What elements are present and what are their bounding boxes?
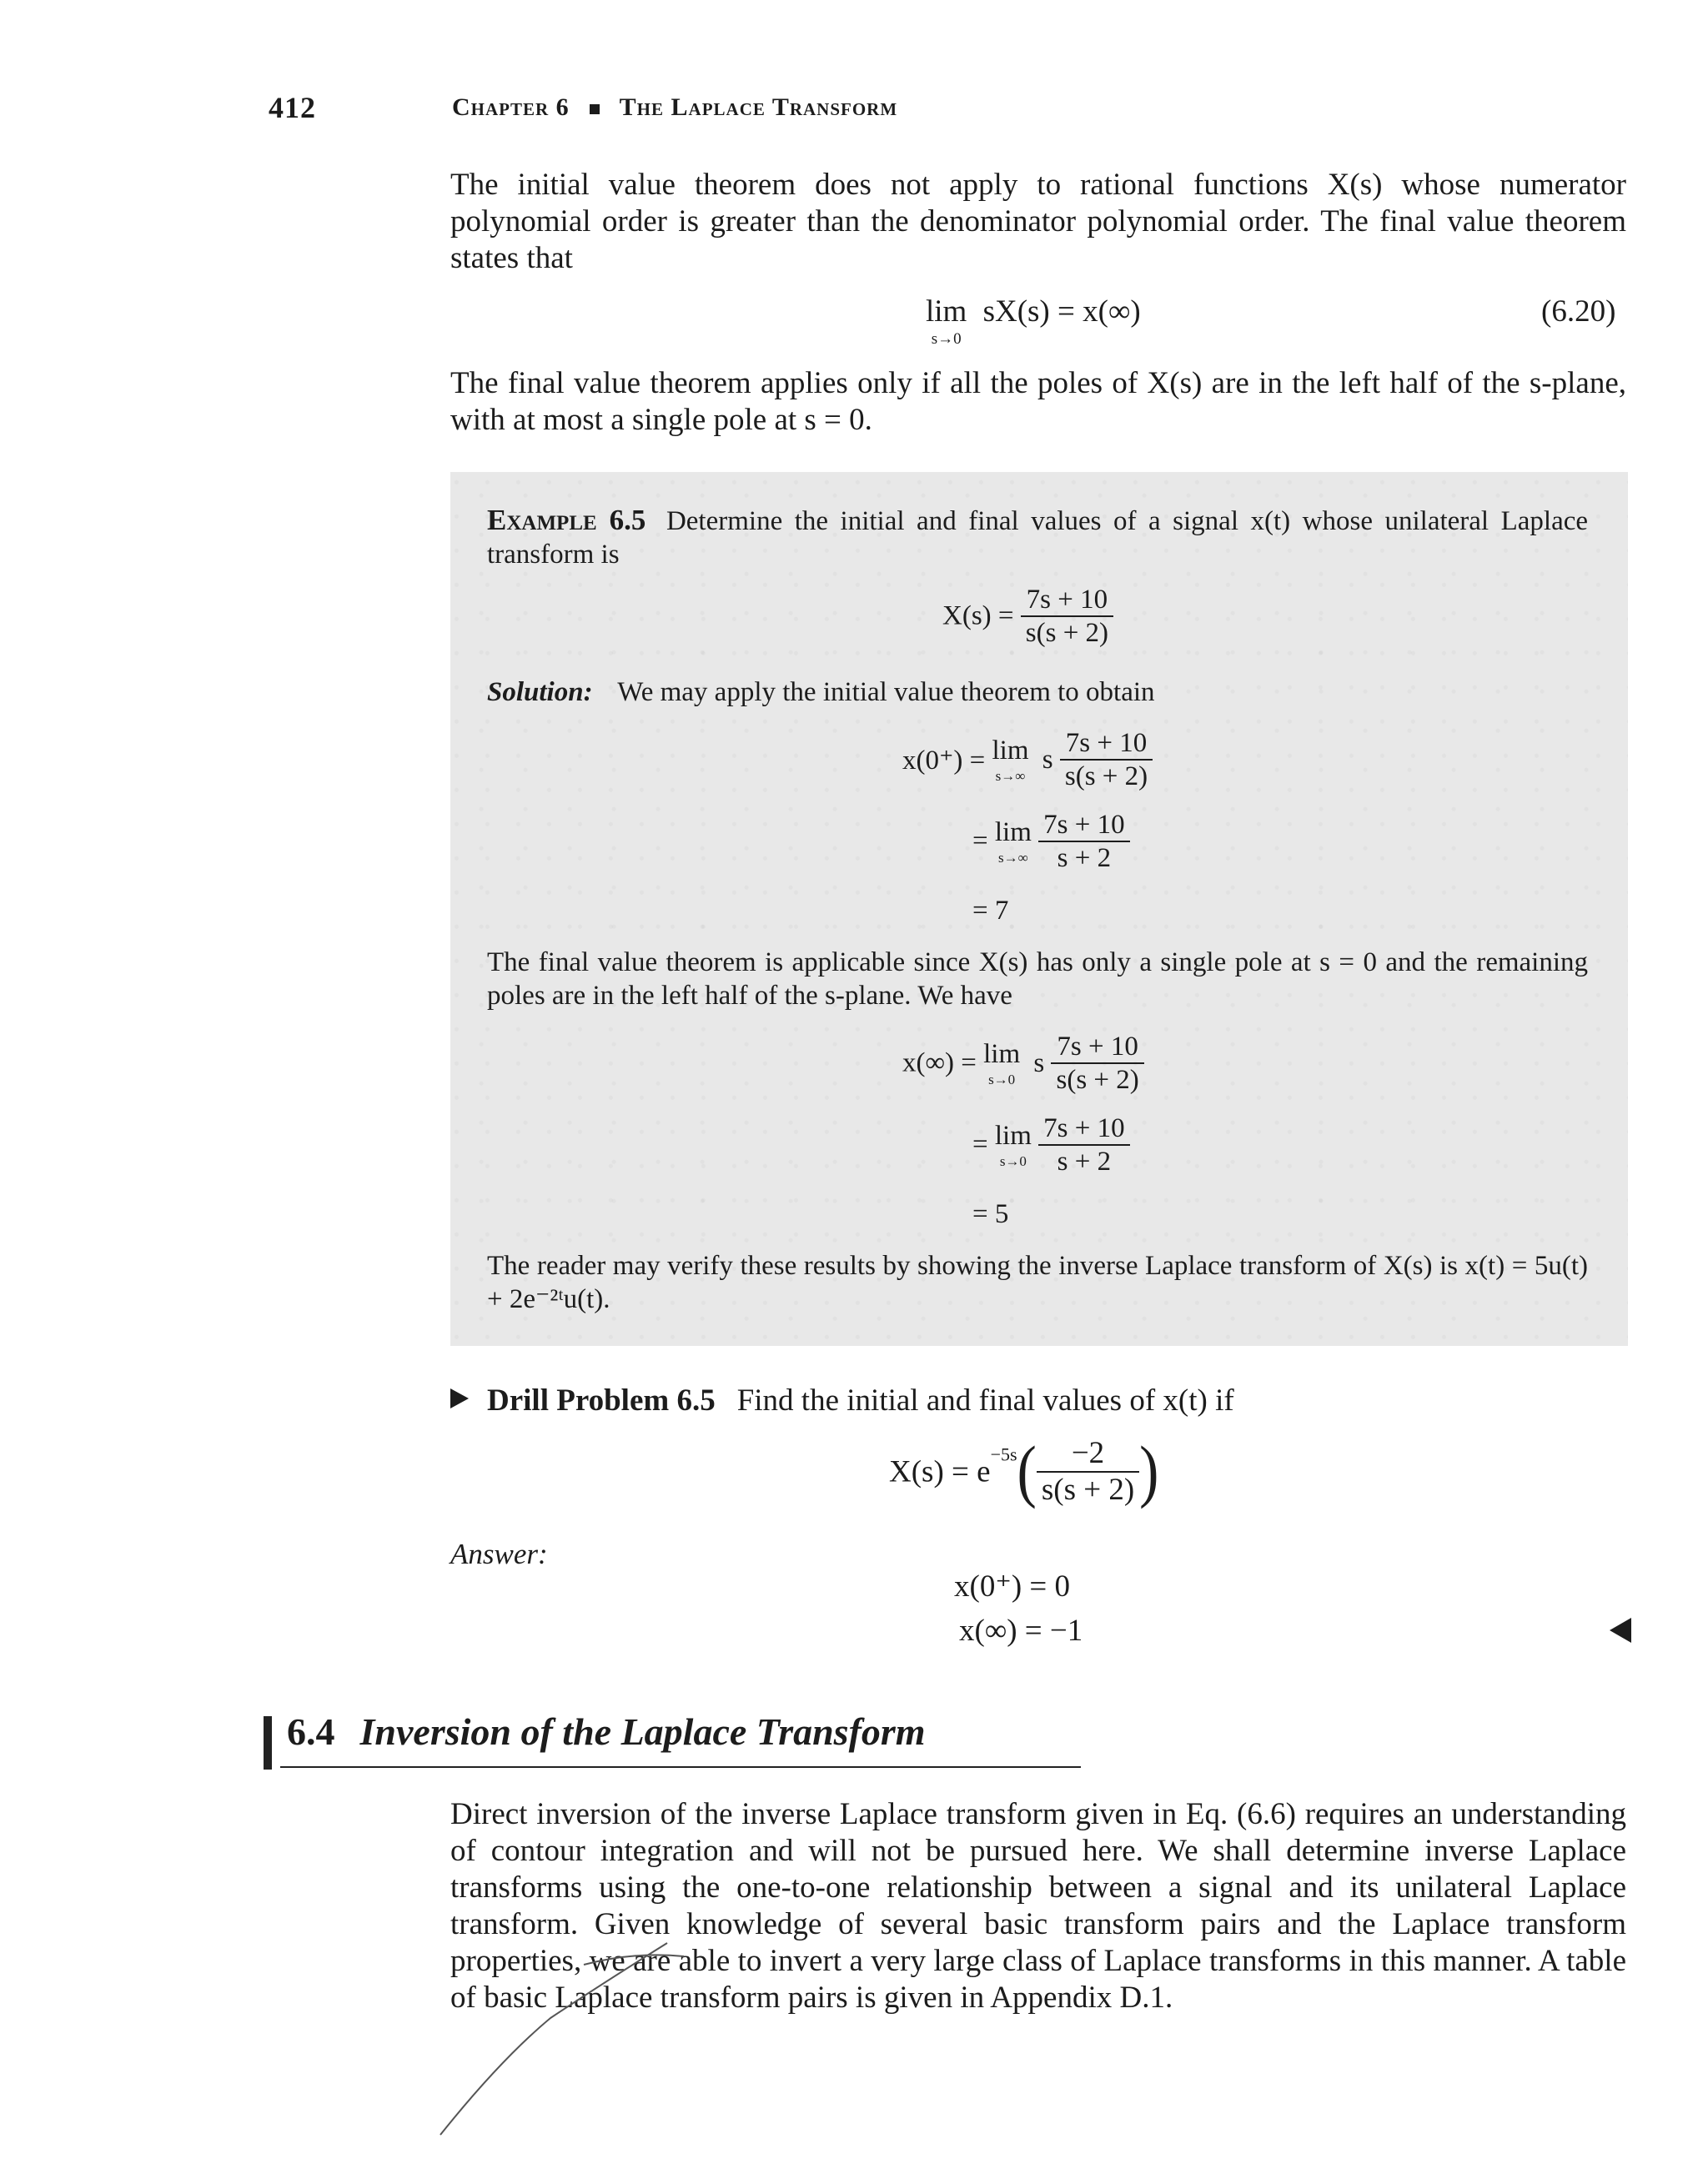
final-value-result: = 5 — [972, 1199, 1009, 1229]
reader-verify-text: The reader may verify these results by showing the inverse Laplace transform of X(s) is x(t) = 5u(t) + 2e⁻²ᵗu(t). — [487, 1251, 1588, 1314]
solution-line — [487, 675, 1155, 709]
equation-number: (6.20) — [1541, 294, 1616, 329]
section-title-text: Inversion of the Laplace Transform — [359, 1710, 926, 1753]
running-head-title: The Laplace Transform — [619, 93, 898, 121]
running-head-chapter: Chapter 6 — [452, 93, 570, 121]
section-rule — [280, 1766, 1081, 1768]
square-bullet-icon — [590, 104, 600, 114]
example-label: Example 6.5 — [487, 504, 646, 536]
drill-label: Drill Problem 6.5 — [487, 1383, 716, 1418]
answer-initial: x(0⁺) = 0 — [954, 1569, 1071, 1604]
initial-value-result: = 7 — [972, 896, 1009, 926]
section-title — [287, 1710, 926, 1754]
left-paren: ( — [1017, 1433, 1037, 1510]
solution-text: We may apply the initial value theorem to obtain — [617, 677, 1155, 707]
drill-equation: $X(s) = e^{-5s}$( $\frac{-2}{s(s + 2)}$ ) — [889, 1433, 1159, 1510]
drill-text: Find the initial and final values of x(t) if — [736, 1383, 1234, 1418]
example-statement — [487, 504, 1588, 571]
page-number: 412 — [269, 91, 316, 124]
answer-label: Answer: — [450, 1538, 548, 1570]
section-marker-bar — [264, 1716, 272, 1770]
right-paren: ) — [1139, 1433, 1159, 1510]
final-value-line-2: = lim s→0 $\frac{7s + 10}{s + 2}$ — [972, 1112, 1130, 1177]
triangle-left-icon — [1610, 1618, 1631, 1643]
solution-label: Solution: — [487, 677, 593, 707]
initial-value-line-1: x(0⁺) = lim s→∞ s $\frac{7s + 10}{s(s + 2)}$ — [902, 727, 1153, 792]
intro-paragraph: The initial value theorem does not apply to rational functions X(s) whose numerator polynomial order is greater than the denominator polynomial order. The final value theorem states that — [450, 168, 1626, 275]
section-paragraph: Direct inversion of the inverse Laplace transform given in Eq. (6.6) requires an understanding of contour integration and will not be pursued here. We shall determine inverse Laplace transforms using the one-to-one relationship between a signal and its unilateral Laplace transform. Given knowledge of several basic transform pairs and the Laplace transform properties, we are able to invert a very large class of Laplace transforms in this manner. A table of basic Laplace transform pairs is given in Appendix D.1. — [450, 1797, 1626, 2015]
section-number: 6.4 — [287, 1710, 335, 1753]
final-value-paragraph: The final value theorem applies only if all the poles of X(s) are in the left half of the s-plane, with at most a single pole at s = 0. — [450, 366, 1626, 437]
equation-6-20 — [926, 294, 1141, 348]
final-value-line-1: x(∞) = lim s→0 s $\frac{7s + 10}{s(s + 2)}$ — [902, 1031, 1144, 1096]
transform-fraction: $\frac{7s + 10}{s(s + 2)}$ — [1021, 584, 1113, 649]
example-statement-text: Determine the initial and final values of a signal x(t) whose unilateral Laplace transform is — [487, 506, 1589, 570]
triangle-right-icon — [450, 1388, 469, 1408]
running-head — [452, 93, 897, 122]
equation-body: sX(s) = x(∞) — [982, 294, 1141, 329]
transform-equation: X(s) = $\frac{7s + 10}{s(s + 2)}$ — [942, 584, 1113, 649]
initial-value-line-2: = lim s→∞ $\frac{7s + 10}{s + 2}$ — [972, 809, 1130, 874]
answer-final: x(∞) = −1 — [959, 1614, 1083, 1648]
limit-operator: lim s→0 — [926, 294, 967, 348]
drill-problem — [450, 1383, 1234, 1418]
final-value-text: The final value theorem is applicable since X(s) has only a single pole at s = 0 and the remaining poles are in the left half of the s-plane. We have — [487, 947, 1588, 1011]
